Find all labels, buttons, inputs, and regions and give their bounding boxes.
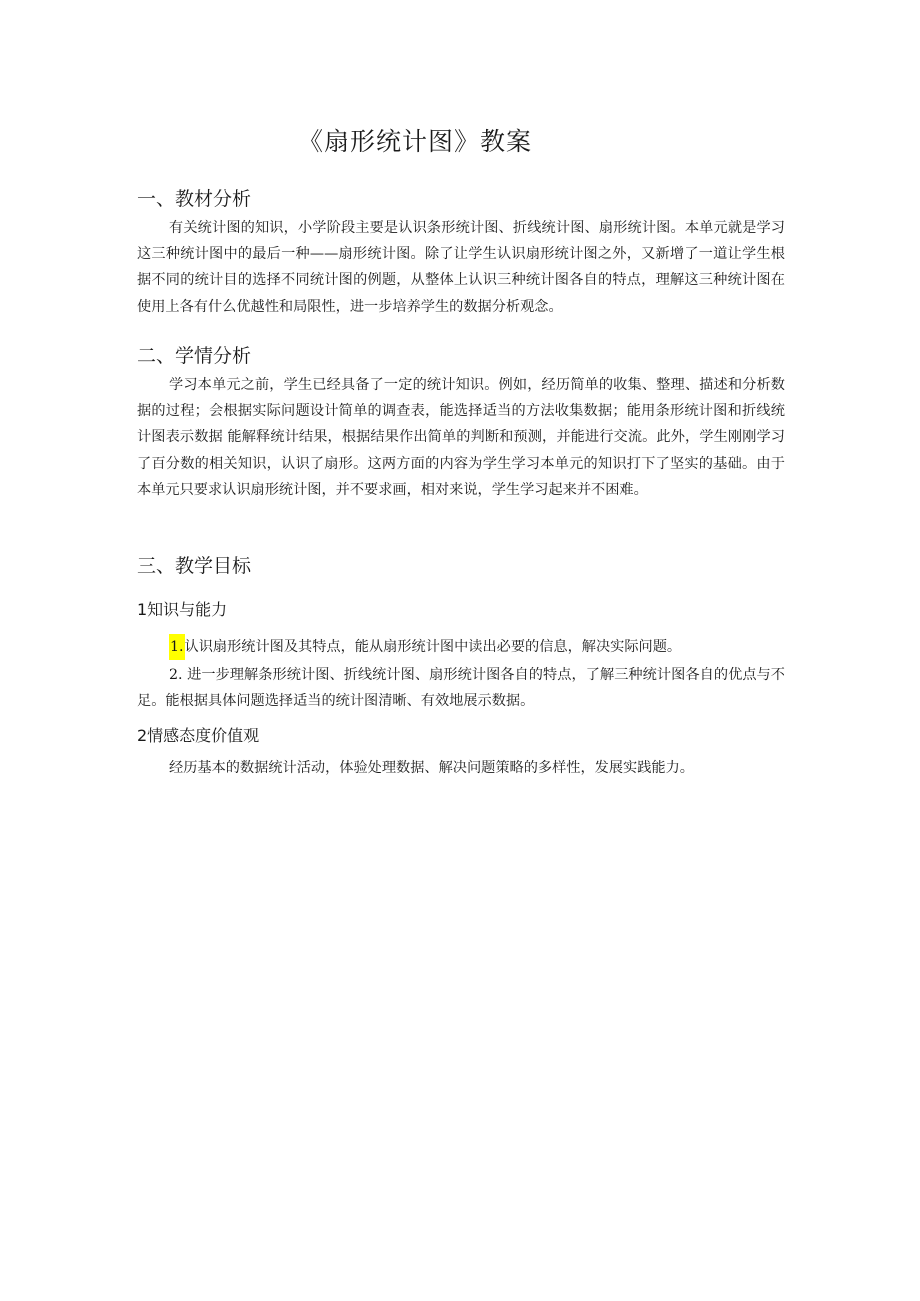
section-heading-student-analysis: 二、学情分析 bbox=[137, 345, 252, 367]
subheading-emotion-values: 2情感态度价值观 bbox=[137, 726, 260, 745]
section-body-textbook-analysis: 有关统计图的知识，小学阶段主要是认识条形统计图、折线统计图、扇形统计图。本单元就是学习这三种统计图中的最后一种——扇形统计图。除了让学生认识扇形统计图之外，又新增了一道让学生根据不同的统计目的选择不同统计图的例题，从整体上认识三种统计图各自的特点，理解这三种统计图在使用上各有什么优越性和局限性，进一步培养学生的数据分析观念。 bbox=[137, 220, 785, 315]
section-body-student-analysis: 学习本单元之前，学生已经具备了一定的统计知识。例如，经历简单的收集、整理、描述和分析数据的过程；会根据实际问题设计简单的调查表，能选择适当的方法收集数据；能用条形统计图和折线统计图表示数据 能解释统计结果，根据结果作出简单的判断和预测，并能进行交流。此外，学生刚刚学习了百分数的相关知识，认识了扇形。这两方面的内容为学生学习本单元的知识打下了坚实的基础。由于本单元只要求认识扇形统计图，并不要求画，相对来说，学生学习起来并不困难。 bbox=[137, 377, 785, 498]
highlighted-number: 1. bbox=[169, 634, 185, 660]
section-heading-textbook-analysis: 一、教材分析 bbox=[137, 188, 252, 210]
objective-item-2: 2. 进一步理解条形统计图、折线统计图、扇形统计图各自的特点，了解三种统计图各自的优点与不足。能根据具体问题选择适当的统计图清晰、有效地展示数据。 bbox=[137, 667, 785, 710]
subheading-knowledge-ability: 1知识与能力 bbox=[137, 600, 228, 619]
objective-item-3: 经历基本的数据统计活动，体验处理数据、解决问题策略的多样性，发展实践能力。 bbox=[169, 760, 694, 776]
page-title: 《扇形统计图》教案 bbox=[298, 127, 533, 156]
objective-item-1 bbox=[137, 634, 785, 660]
objective-item-1-text: 认识扇形统计图及其特点，能从扇形统计图中读出必要的信息，解决实际问题。 bbox=[184, 639, 682, 655]
section-heading-teaching-objectives: 三、教学目标 bbox=[137, 555, 252, 577]
